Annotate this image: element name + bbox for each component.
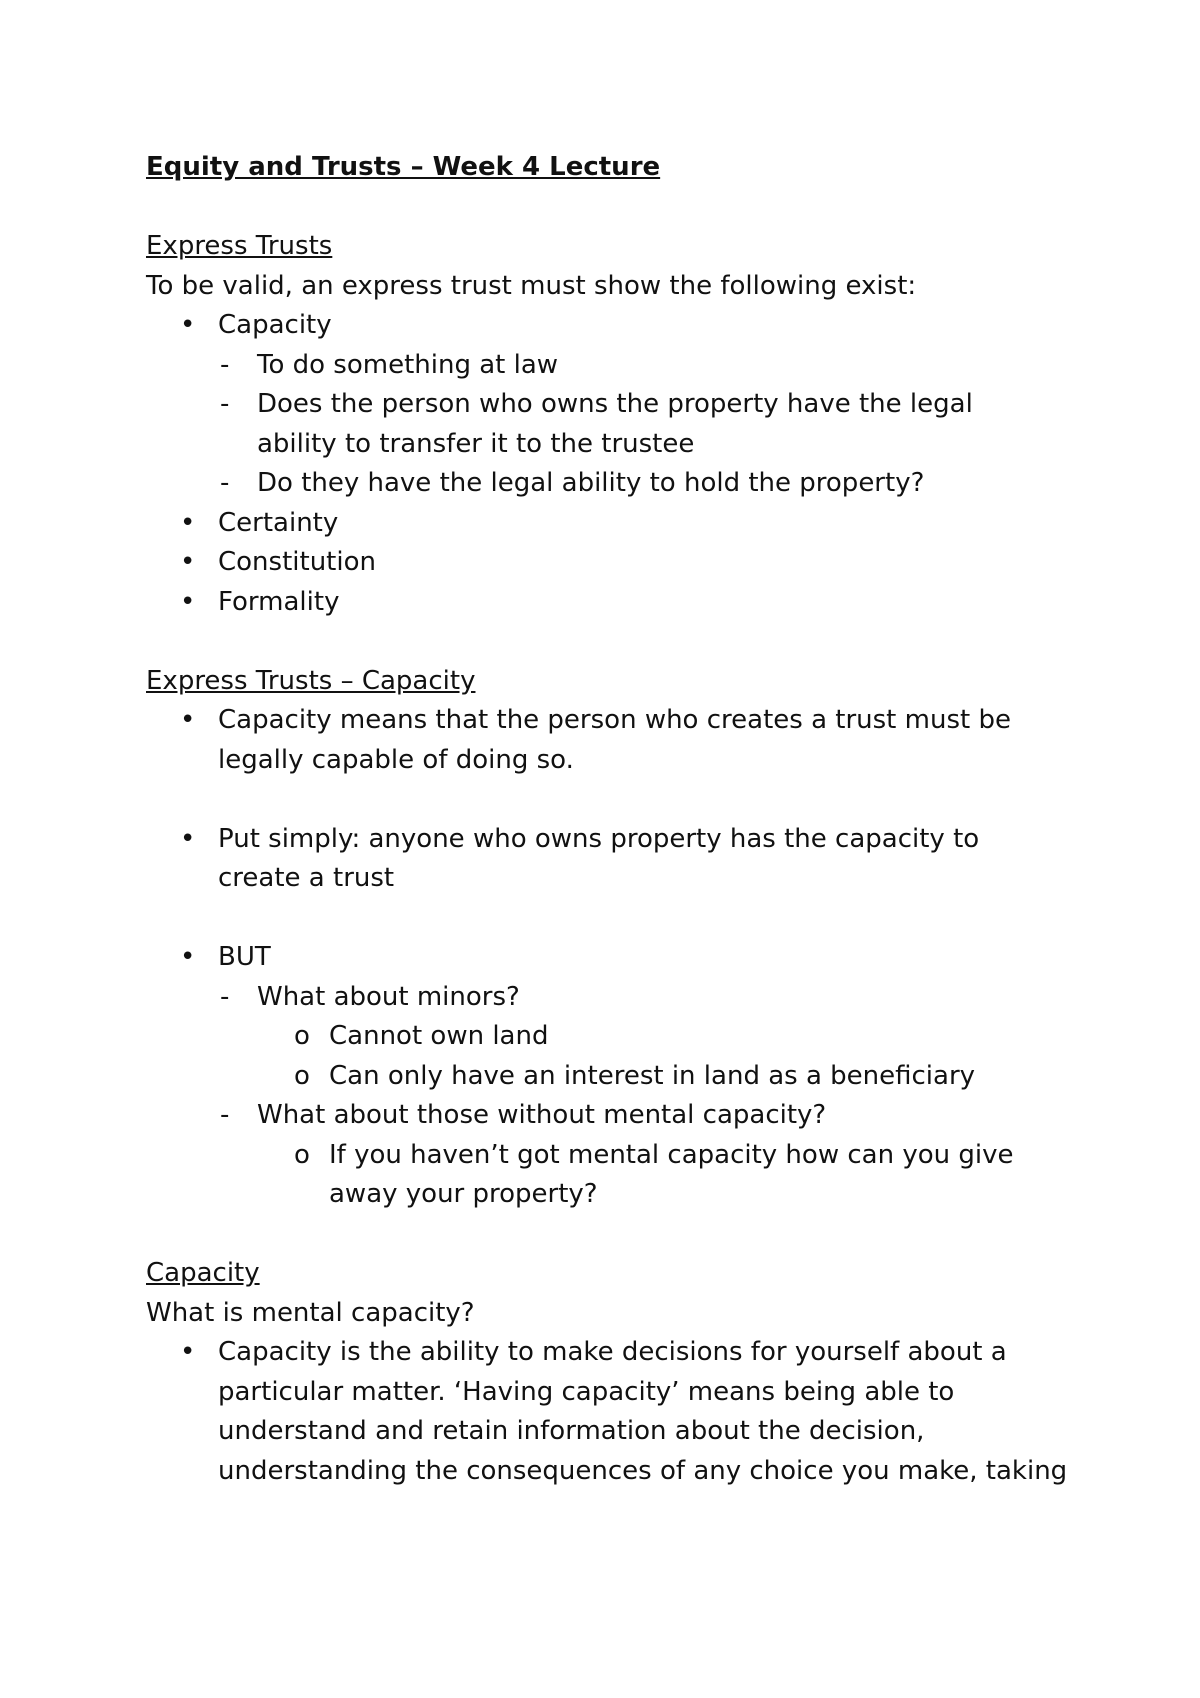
bullet-capacity-meaning: • Capacity means that the person who creates a trust must be xyxy=(146,701,1106,741)
section-heading-express-trusts: Express Trusts xyxy=(146,231,333,261)
sub-item: o Cannot own land xyxy=(146,1017,1106,1057)
spacer xyxy=(146,1215,1106,1255)
bullet-capacity-definition: • Capacity is the ability to make decisions for yourself about a xyxy=(146,1333,1106,1373)
sub-item: o Can only have an interest in land as a beneficiary xyxy=(146,1057,1106,1097)
bullet-constitution: • Constitution xyxy=(146,543,1106,583)
bullet-continuation: particular matter. ‘Having capacity’ means being able to xyxy=(218,1376,955,1407)
dash-item: - Does the person who owns the property have the legal xyxy=(146,385,1106,425)
document-page xyxy=(146,148,1106,1491)
spacer xyxy=(146,780,1106,820)
bullet-formality: • Formality xyxy=(146,583,1106,623)
sub-item: o If you haven’t got mental capacity how can you give xyxy=(146,1136,1106,1176)
bullet-continuation: understanding the consequences of any choice you make, taking xyxy=(218,1455,1068,1486)
bullet-put-simply: • Put simply: anyone who owns property has the capacity to xyxy=(146,820,1106,860)
mental-capacity-question: What is mental capacity? xyxy=(146,1297,475,1328)
bullet-continuation: legally capable of doing so. xyxy=(218,744,574,775)
bullet-but: • BUT xyxy=(146,938,1106,978)
spacer xyxy=(146,899,1106,939)
dash-item-continuation: ability to transfer it to the trustee xyxy=(257,428,695,459)
section-heading-express-trusts-capacity: Express Trusts – Capacity xyxy=(146,665,476,696)
bullet-continuation: understand and retain information about the decision, xyxy=(218,1416,925,1446)
bullet-continuation: create a trust xyxy=(218,863,395,893)
document-title: Equity and Trusts – Week 4 Lecture xyxy=(146,152,661,182)
spacer xyxy=(146,188,1106,228)
bullet-certainty: • Certainty xyxy=(146,504,1106,544)
dash-item: - Do they have the legal ability to hold the property? xyxy=(146,464,1106,504)
dash-mental-capacity: - What about those without mental capacity? xyxy=(146,1096,1106,1136)
express-trusts-intro: To be valid, an express trust must show the following exist: xyxy=(146,270,917,301)
section-heading-capacity: Capacity xyxy=(146,1258,260,1288)
spacer xyxy=(146,622,1106,662)
sub-item-continuation: away your property? xyxy=(329,1179,598,1209)
dash-minors: - What about minors? xyxy=(146,978,1106,1018)
dash-item: - To do something at law xyxy=(146,346,1106,386)
bullet-capacity: • Capacity xyxy=(146,306,1106,346)
